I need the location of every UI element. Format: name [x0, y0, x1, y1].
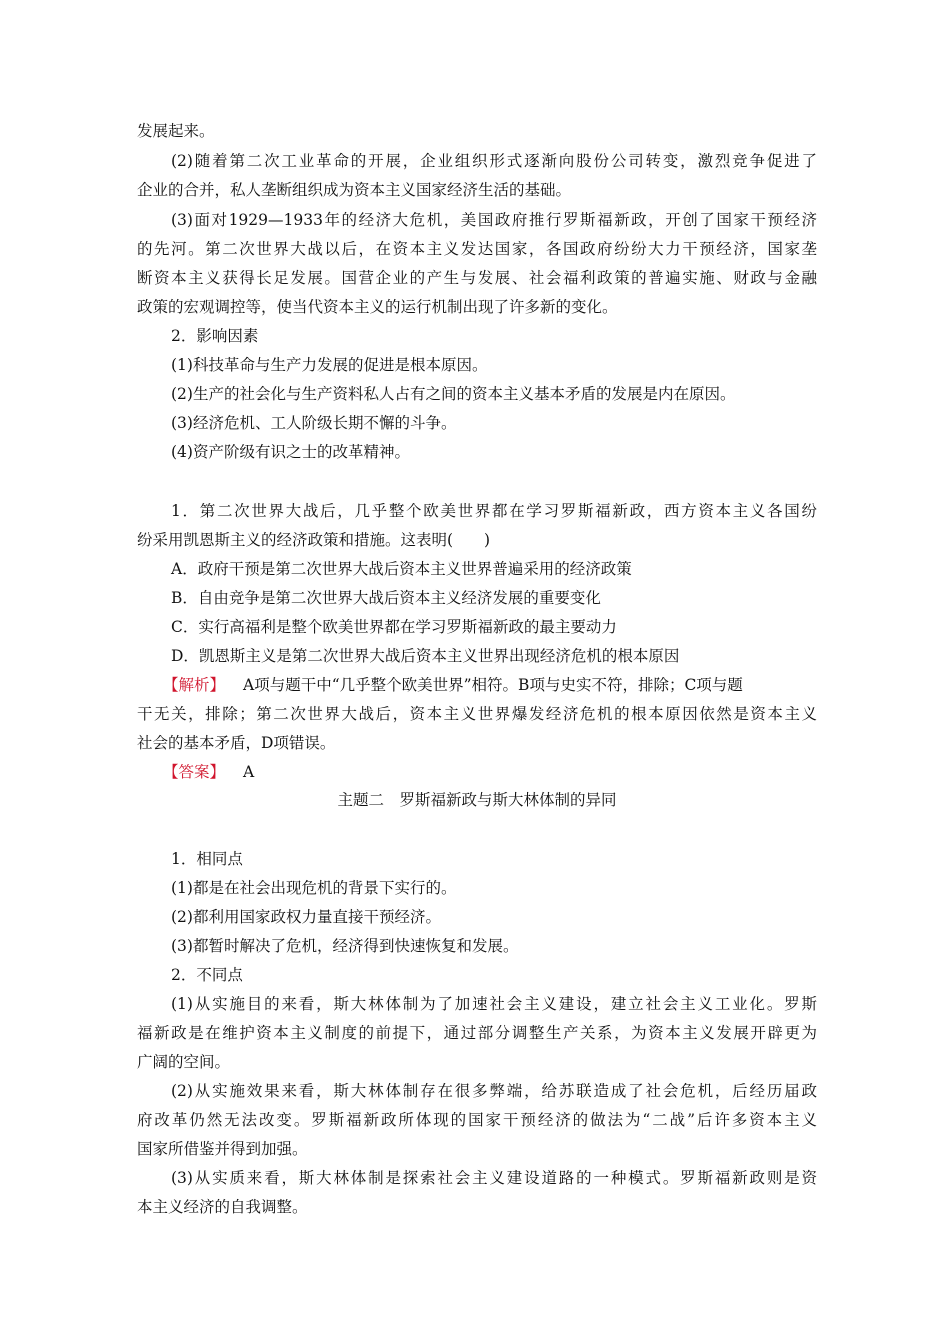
- answer-tag: 【答案】: [163, 763, 226, 781]
- list-item: (2)都利用国家政权力量直接干预经济。: [171, 908, 441, 926]
- question-stem: 纷采用凯恩斯主义的经济政策和措施。这表明( ): [137, 531, 491, 549]
- paragraph-line: 国家所借鉴并得到加强。: [137, 1140, 308, 1158]
- paragraph-line: (3)面对1929—1933年的经济大危机，美国政府推行罗斯福新政，开创了国家干预经济: [171, 211, 817, 229]
- paragraph-line: 本主义经济的自我调整。: [137, 1198, 308, 1216]
- paragraph-line: 政策的宏观调控等，使当代资本主义的运行机制出现了许多新的变化。: [137, 298, 618, 316]
- paragraph-line: 发展起来。: [137, 122, 215, 140]
- paragraph-line: 的先河。第二次世界大战以后，在资本主义发达国家，各国政府纷纷大力干预经济，国家垄: [137, 240, 817, 258]
- option-b: B．自由竞争是第二次世界大战后资本主义经济发展的重要变化: [171, 589, 601, 607]
- analysis-line: 社会的基本矛盾，D项错误。: [137, 734, 336, 752]
- analysis-line: [163, 675, 817, 695]
- answer-text: A: [243, 763, 255, 781]
- paragraph-line: (2)随着第二次工业革命的开展，企业组织形式逐渐向股份公司转变，激烈竞争促进了: [171, 152, 817, 170]
- paragraph-line: (1)从实施目的来看，斯大林体制为了加速社会主义建设，建立社会主义工业化。罗斯: [171, 995, 817, 1013]
- analysis-text: A项与题干中“几乎整个欧美世界”相符。B项与史实不符，排除；C项与题: [243, 676, 743, 694]
- topic-title: 主题二 罗斯福新政与斯大林体制的异同: [337, 791, 617, 809]
- section-heading: 1．相同点: [171, 850, 243, 868]
- answer-line: [163, 762, 817, 782]
- option-c: C．实行高福利是整个欧美世界都在学习罗斯福新政的最主要动力: [171, 618, 617, 636]
- paragraph-line: 断资本主义获得长足发展。国营企业的产生与发展、社会福利政策的普遍实施、财政与金融: [137, 269, 817, 287]
- section-heading: 2．影响因素: [171, 327, 259, 345]
- paragraph-line: (2)从实施效果来看，斯大林体制存在很多弊端，给苏联造成了社会危机，后经历届政: [171, 1082, 817, 1100]
- list-item: (4)资产阶级有识之士的改革精神。: [171, 443, 410, 461]
- question-stem: 1．第二次世界大战后，几乎整个欧美世界都在学习罗斯福新政，西方资本主义各国纷: [171, 502, 817, 520]
- list-item: (3)经济危机、工人阶级长期不懈的斗争。: [171, 414, 457, 432]
- analysis-line: 干无关，排除；第二次世界大战后，资本主义世界爆发经济危机的根本原因依然是资本主义: [137, 705, 817, 723]
- option-a: A．政府干预是第二次世界大战后资本主义世界普遍采用的经济政策: [171, 560, 632, 578]
- list-item: (1)都是在社会出现危机的背景下实行的。: [171, 879, 457, 897]
- list-item: (1)科技革命与生产力发展的促进是根本原因。: [171, 356, 488, 374]
- paragraph-line: 府改革仍然无法改变。罗斯福新政所体现的国家干预经济的做法为“二战”后许多资本主义: [137, 1111, 817, 1129]
- paragraph-line: (3)从实质来看，斯大林体制是探索社会主义建设道路的一种模式。罗斯福新政则是资: [171, 1169, 817, 1187]
- list-item: (2)生产的社会化与生产资料私人占有之间的资本主义基本矛盾的发展是内在原因。: [171, 385, 736, 403]
- section-heading: 2．不同点: [171, 966, 243, 984]
- analysis-tag: 【解析】: [163, 676, 226, 694]
- list-item: (3)都暂时解决了危机，经济得到快速恢复和发展。: [171, 937, 519, 955]
- option-d: D．凯恩斯主义是第二次世界大战后资本主义世界出现经济危机的根本原因: [171, 647, 680, 665]
- paragraph-line: 企业的合并，私人垄断组织成为资本主义国家经济生活的基础。: [137, 181, 572, 199]
- paragraph-line: 广阔的空间。: [137, 1053, 231, 1071]
- paragraph-line: 福新政是在维护资本主义制度的前提下，通过部分调整生产关系，为资本主义发展开辟更为: [137, 1024, 817, 1042]
